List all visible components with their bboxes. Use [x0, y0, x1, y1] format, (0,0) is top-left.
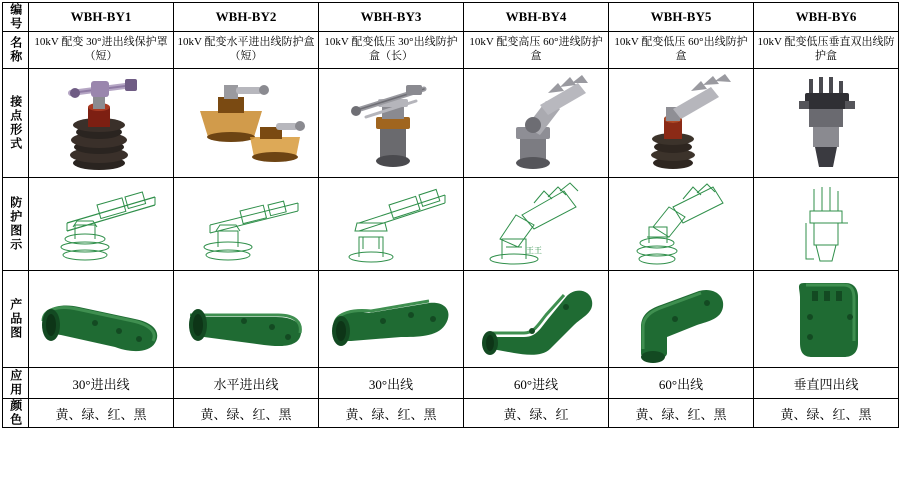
row-label-color-text: 颜色 [8, 399, 23, 427]
row-label-protection [3, 178, 29, 271]
product-cell-2 [174, 271, 319, 368]
terminal-cell-4 [464, 69, 609, 178]
table-row-protection [3, 178, 899, 271]
name-cell-2: 10kV 配变水平进出线防护盒（短） [174, 32, 319, 69]
terminal-cell-5 [609, 69, 754, 178]
product-cell-1 [29, 271, 174, 368]
protection-cell-4 [464, 178, 609, 271]
protection-cell-3 [319, 178, 464, 271]
model-cell-4: WBH-BY4 [464, 3, 609, 32]
green-elbow-product-photo-5 [615, 275, 747, 363]
vertical-four-outlet-photo [771, 71, 881, 175]
row-label-product [3, 271, 29, 368]
row-label-model [3, 3, 29, 32]
name-cell-1: 10kV 配变 30°进出线保护罩（短） [29, 32, 174, 69]
application-cell-6: 垂直四出线 [754, 368, 899, 399]
row-label-terminal [3, 69, 29, 178]
terminal-cell-2 [174, 69, 319, 178]
application-cell-5: 60°出线 [609, 368, 754, 399]
product-cell-3 [319, 271, 464, 368]
model-cell-3: WBH-BY3 [319, 3, 464, 32]
table-row-product [3, 271, 899, 368]
table-row-name [3, 32, 899, 69]
protection-cell-6 [754, 178, 899, 271]
name-cell-6: 10kV 配变低压垂直双出线防护盒 [754, 32, 899, 69]
green-cover-product-photo-3 [325, 275, 457, 363]
name-cell-3: 10kV 配变低压 30°出线防护盒（长） [319, 32, 464, 69]
application-cell-1: 30°进出线 [29, 368, 174, 399]
application-cell-4: 60°进线 [464, 368, 609, 399]
spec-sheet [0, 2, 900, 478]
color-cell-3: 黄、绿、红、黑 [319, 399, 464, 428]
table-row-color [3, 399, 899, 428]
row-label-name-text: 名称 [8, 36, 23, 64]
svg-text:王王: 王王 [526, 246, 542, 255]
color-cell-6: 黄、绿、红、黑 [754, 399, 899, 428]
row-label-application [3, 368, 29, 399]
color-cell-1: 黄、绿、红、黑 [29, 399, 174, 428]
protection-diagram-line-drawing-5 [617, 181, 745, 267]
row-label-name [3, 32, 29, 69]
application-cell-3: 30°出线 [319, 368, 464, 399]
horizontal-bushing-photo [184, 71, 308, 175]
green-elbow-product-photo-4 [470, 275, 602, 363]
model-cell-6: WBH-BY6 [754, 3, 899, 32]
row-label-model-text: 编号 [8, 3, 23, 31]
lv-bushing-30deg-photo [332, 71, 450, 175]
name-cell-4: 10kV 配变高压 60°进线防护盒 [464, 32, 609, 69]
green-vertical-product-photo-6 [760, 275, 892, 363]
insulator-with-clamp-photo [41, 71, 161, 175]
green-cover-product-photo-2 [180, 275, 312, 363]
protection-cell-1 [29, 178, 174, 271]
row-label-product-text: 产品图 [8, 298, 23, 340]
table-row-terminal [3, 69, 899, 178]
color-cell-2: 黄、绿、红、黑 [174, 399, 319, 428]
color-cell-5: 黄、绿、红、黑 [609, 399, 754, 428]
product-cell-4 [464, 271, 609, 368]
table-row-application [3, 368, 899, 399]
protection-cell-2 [174, 178, 319, 271]
product-cell-6 [754, 271, 899, 368]
hv-bushing-60deg-photo [474, 71, 598, 175]
product-cell-5 [609, 271, 754, 368]
terminal-cell-6 [754, 69, 899, 178]
model-cell-2: WBH-BY2 [174, 3, 319, 32]
product-spec-table [2, 2, 899, 428]
color-cell-4: 黄、绿、红 [464, 399, 609, 428]
protection-diagram-line-drawing-6 [762, 181, 890, 267]
protection-diagram-line-drawing-1 [37, 181, 165, 267]
protection-cell-5 [609, 178, 754, 271]
row-label-application-text: 应用 [8, 369, 23, 397]
protection-diagram-line-drawing-4 [472, 181, 600, 267]
terminal-cell-1 [29, 69, 174, 178]
lv-bushing-60deg-photo [619, 71, 743, 175]
protection-diagram-line-drawing-2 [182, 181, 310, 267]
row-label-protection-text: 防护图示 [8, 196, 23, 252]
terminal-cell-3 [319, 69, 464, 178]
model-cell-5: WBH-BY5 [609, 3, 754, 32]
row-label-terminal-text: 接点形式 [8, 95, 23, 151]
green-cover-product-photo-1 [35, 275, 167, 363]
model-cell-1: WBH-BY1 [29, 3, 174, 32]
table-row-model [3, 3, 899, 32]
protection-diagram-line-drawing-3 [327, 181, 455, 267]
row-label-color [3, 399, 29, 428]
name-cell-5: 10kV 配变低压 60°出线防护盒 [609, 32, 754, 69]
application-cell-2: 水平进出线 [174, 368, 319, 399]
